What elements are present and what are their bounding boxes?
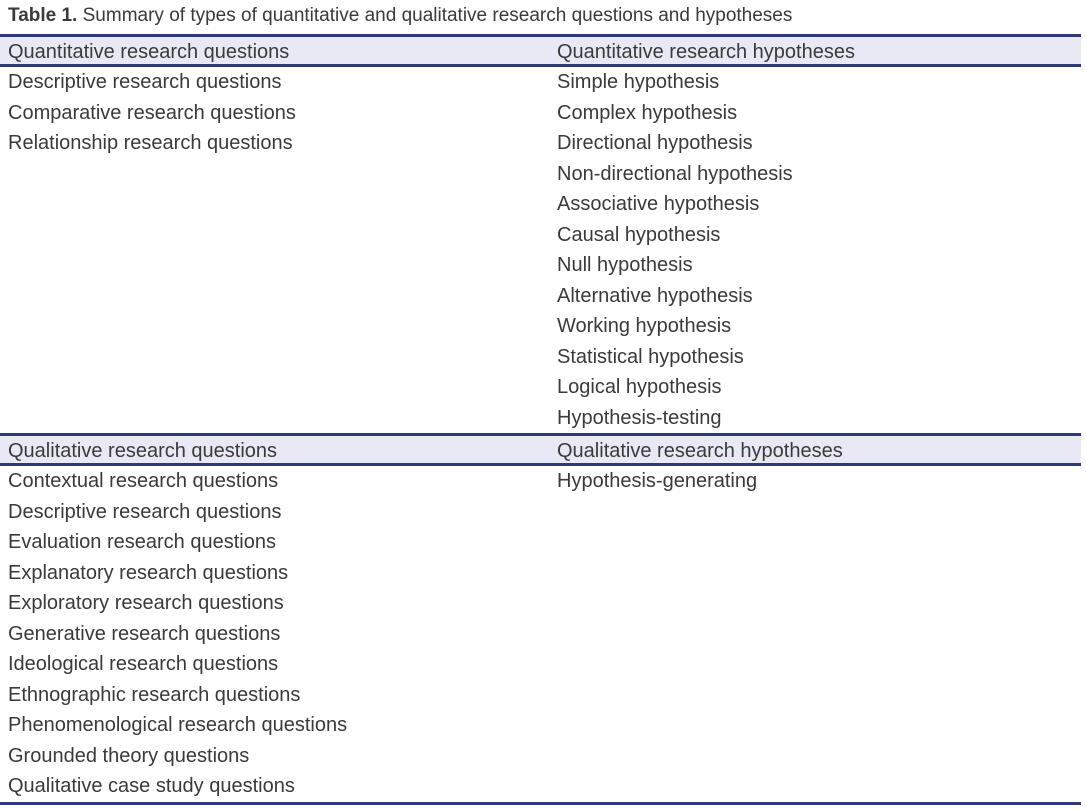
table-caption-text: Summary of types of quantitative and qualitative research questions and hypotheses — [82, 5, 793, 26]
column-header-questions: Qualitative research questions — [8, 440, 278, 462]
hypothesis-type-item: Hypothesis-generating — [557, 470, 758, 492]
question-type-item: Grounded theory questions — [8, 744, 250, 767]
hypothesis-type-item: Non-directional hypothesis — [557, 162, 793, 185]
question-type-item: Ideological research questions — [8, 653, 279, 675]
question-type-item: Generative research questions — [8, 622, 281, 645]
question-type-item: Explanatory research questions — [8, 561, 289, 584]
section-body — [0, 466, 1081, 802]
question-type-item: Exploratory research questions — [8, 592, 284, 614]
question-type-item: Evaluation research questions — [8, 531, 276, 553]
hypothesis-type-item: Simple hypothesis — [557, 71, 720, 93]
question-type-item: Descriptive research questions — [8, 71, 282, 93]
column-header-questions: Quantitative research questions — [8, 41, 290, 63]
hypothesis-type-item: Statistical hypothesis — [557, 345, 744, 368]
table-caption-label: Table 1. — [8, 5, 78, 26]
hypothesis-type-item: Working hypothesis — [557, 315, 732, 337]
hypotheses-column — [557, 466, 757, 497]
question-type-item: Phenomenological research questions — [8, 714, 348, 736]
hypothesis-type-item: Null hypothesis — [557, 254, 693, 276]
questions-column — [8, 67, 296, 159]
hypothesis-type-item: Associative hypothesis — [557, 193, 760, 215]
hypothesis-type-item: Causal hypothesis — [557, 223, 721, 246]
section-header-row — [0, 433, 1081, 466]
table-caption — [8, 4, 792, 28]
hypothesis-type-item: Alternative hypothesis — [557, 284, 753, 307]
question-type-item: Comparative research questions — [8, 101, 296, 124]
hypothesis-type-item: Complex hypothesis — [557, 101, 738, 124]
section-body — [0, 67, 1081, 433]
question-type-item: Relationship research questions — [8, 132, 293, 154]
section-header-row — [0, 34, 1081, 67]
question-type-item: Qualitative case study questions — [8, 775, 295, 797]
hypothesis-type-item: Directional hypothesis — [557, 132, 753, 154]
column-header-hypotheses: Quantitative research hypotheses — [557, 41, 855, 63]
column-header-hypotheses: Qualitative research hypotheses — [557, 440, 843, 462]
question-type-item: Contextual research questions — [8, 470, 279, 492]
question-type-item: Descriptive research questions — [8, 500, 282, 523]
questions-column — [8, 466, 347, 802]
hypothesis-type-item: Logical hypothesis — [557, 376, 722, 398]
table-bottom-rule — [0, 802, 1081, 805]
hypothesis-type-item: Hypothesis-testing — [557, 406, 722, 429]
hypotheses-column — [557, 67, 793, 433]
question-type-item: Ethnographic research questions — [8, 683, 301, 706]
summary-table — [0, 34, 1081, 805]
